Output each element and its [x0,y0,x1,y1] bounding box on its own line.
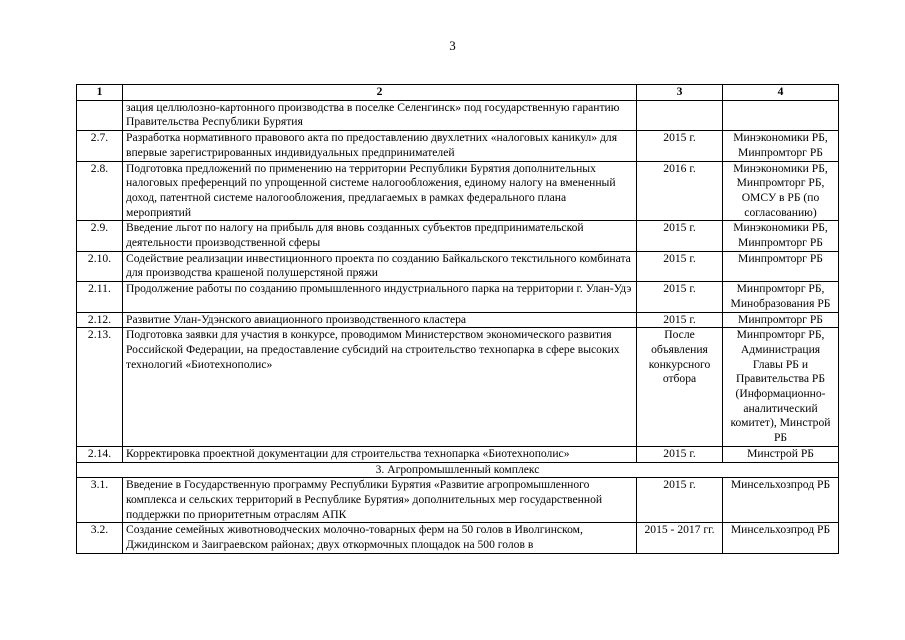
row-responsible [723,100,839,130]
row-description: зация целлюлозно-картонного производства в поселке Селенгинск» под государственную гарантию Правительства Республики Бурятия [123,100,637,130]
table-row [77,328,839,447]
row-responsible: Минсельхозпрод РБ [723,523,839,553]
row-number: 3.1. [77,478,123,523]
row-number [77,100,123,130]
row-description: Введение льгот по налогу на прибыль для вновь созданных субъектов предпринимательской деятельности производственной сферы [123,221,637,251]
row-term: 2015 г. [637,251,723,281]
row-responsible: Минпромторг РБ, Администрация Главы РБ и Правительства РБ (Информационно-аналитический комитет), Минстрой РБ [723,328,839,447]
row-term: 2015 г. [637,478,723,523]
row-term: 2015 г. [637,131,723,161]
table-row [77,131,839,161]
row-description: Развитие Улан-Удэнского авиационного производственного кластера [123,312,637,328]
row-responsible: Минэкономики РБ, Минпромторг РБ [723,221,839,251]
row-term: 2015 г. [637,312,723,328]
section-heading-row [77,462,839,478]
measures-table [76,84,839,554]
row-number: 3.2. [77,523,123,553]
table-row [77,161,839,221]
header-col-3: 3 [637,85,723,101]
row-description: Создание семейных животноводческих молочно-товарных ферм на 50 голов в Иволгинском, Джидинском и Заиграевском районах; двух откормочных площадок на 500 голов в [123,523,637,553]
row-description: Введение в Государственную программу Республики Бурятия «Развитие агропромышленного комплекса и сельских территорий в Республике Бурятия» дополнительных мер государственной поддержки по приоритетным отраслям АПК [123,478,637,523]
row-responsible: Минсельхозпрод РБ [723,478,839,523]
row-responsible: Минэкономики РБ, Минпромторг РБ [723,131,839,161]
row-number: 2.14. [77,446,123,462]
row-number: 2.7. [77,131,123,161]
row-description: Содействие реализации инвестиционного проекта по созданию Байкальского текстильного комбината для производства крашеной полушерстяной пряжи [123,251,637,281]
section-heading: 3. Агропромышленный комплекс [77,462,839,478]
header-col-4: 4 [723,85,839,101]
row-number: 2.13. [77,328,123,447]
table-row [77,312,839,328]
row-term [637,100,723,130]
row-description: Разработка нормативного правового акта по предоставлению двухлетних «налоговых каникул» для впервые зарегистрированных индивидуальных предпринимателей [123,131,637,161]
table-row [77,478,839,523]
row-responsible: Минэкономики РБ, Минпромторг РБ, ОМСУ в РБ (по согласованию) [723,161,839,221]
row-responsible: Минпромторг РБ [723,312,839,328]
row-number: 2.10. [77,251,123,281]
row-responsible: Минпромторг РБ [723,251,839,281]
row-number: 2.9. [77,221,123,251]
row-term: 2016 г. [637,161,723,221]
header-col-2: 2 [123,85,637,101]
row-responsible: Минстрой РБ [723,446,839,462]
row-number: 2.8. [77,161,123,221]
page-number: 3 [449,38,456,53]
row-number: 2.11. [77,282,123,312]
table-header-row [77,85,839,101]
row-term: 2015 г. [637,446,723,462]
row-description: Подготовка предложений по применению на территории Республики Бурятия дополнительных налоговых преференций по упрощенной системе налогообложения, единому налогу на вмененный доход, патентной системе налогообложения, предлагаемых в рамках федерального плана мероприятий [123,161,637,221]
row-term: 2015 г. [637,221,723,251]
row-term: 2015 г. [637,282,723,312]
row-term: 2015 - 2017 гг. [637,523,723,553]
row-description: Подготовка заявки для участия в конкурсе, проводимом Министерством экономического развития Российской Федерации, на предоставление субсидий на строительство технопарка в сфере высоких технологий «Биотехнополис» [123,328,637,447]
table-row [77,446,839,462]
table-row [77,523,839,553]
table-row [77,251,839,281]
table-row [77,221,839,251]
table-row [77,100,839,130]
table-row [77,282,839,312]
row-number: 2.12. [77,312,123,328]
row-description: Продолжение работы по созданию промышленного индустриального парка на территории г. Улан-Удэ [123,282,637,312]
header-col-1: 1 [77,85,123,101]
row-description: Корректировка проектной документации для строительства технопарка «Биотехнополис» [123,446,637,462]
row-responsible: Минпромторг РБ, Минобразования РБ [723,282,839,312]
row-term: После объявления конкурсного отбора [637,328,723,447]
